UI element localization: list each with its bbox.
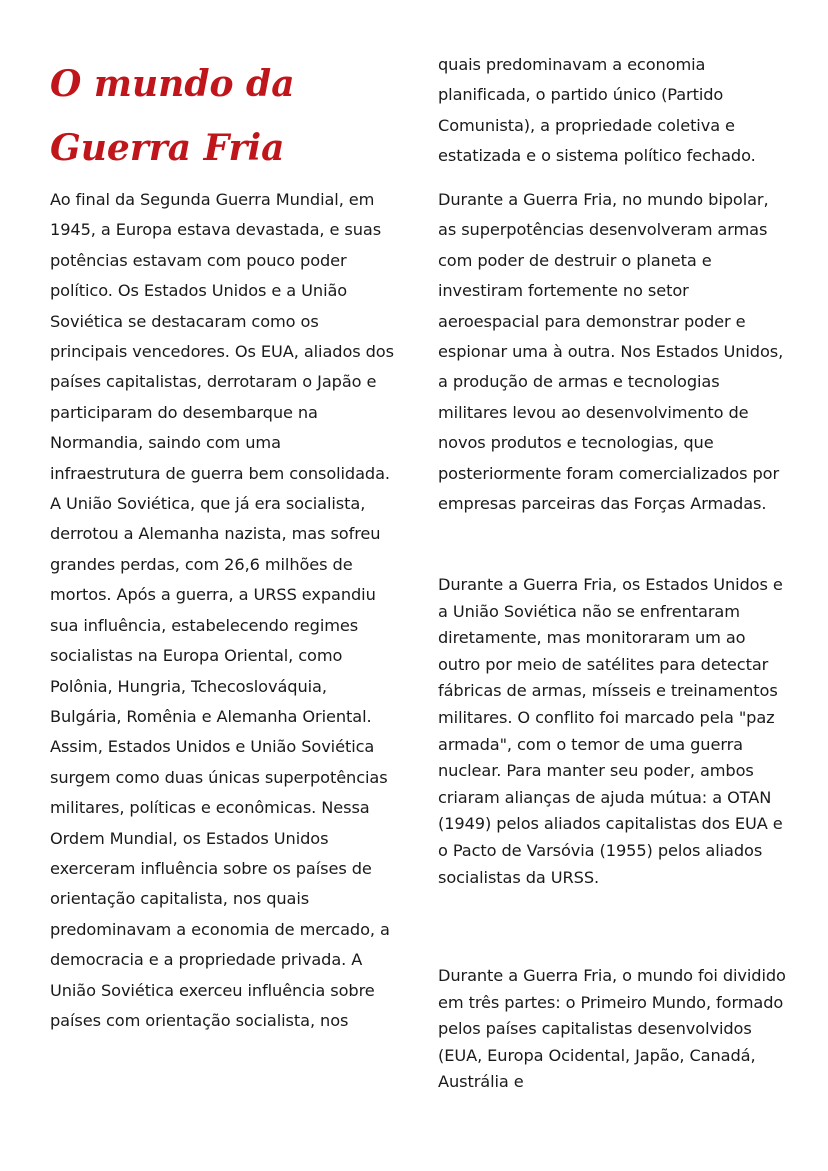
page-title: O mundo da Guerra Fria bbox=[50, 63, 295, 169]
right-column-paragraph-4: Durante a Guerra Fria, o mundo foi dividido em três partes: o Primeiro Mundo, formado pelos países capitalistas desenvolvidos (EUA, Europa Ocidental, Japão, Canadá, Austrália e bbox=[438, 966, 786, 1092]
right-column-paragraph-1: quais predominavam a economia planificada, o partido único (Partido Comunista), a propriedade coletiva e estatizada e o sistema político fechado. bbox=[438, 55, 756, 166]
left-column-paragraph: Ao final da Segunda Guerra Mundial, em 1945, a Europa estava devastada, e suas potências estavam com pouco poder político. Os Estados Unidos e a União Soviética se destacaram como os principais vencedores. Os EUA, aliados dos países capitalistas, derrotaram o Japão e participaram do desembarque na Normandia, saindo com uma infraestrutura de guerra bem consolidada. A União Soviética, que já era socialista, derrotou a Alemanha nazista, mas sofreu grandes perdas, com 26,6 milhões de mortos. Após a guerra, a URSS expandiu sua influência, estabelecendo regimes socialistas na Europa Oriental, como Polônia, Hungria, Tchecoslováquia, Bulgária, Romênia e Alemanha Oriental. Assim, Estados Unidos e União Soviética surgem como duas únicas superpotências militares, políticas e econômicas. Nessa Ordem Mundial, os Estados Unidos exerceram influência sobre os países de orientação capitalista, nos quais predominavam a economia de mercado, a democracia e a propriedade privada. A União Soviética exerceu influência sobre países com orientação socialista, nos bbox=[50, 190, 394, 1030]
right-column-paragraph-3: Durante a Guerra Fria, os Estados Unidos e a União Soviética não se enfrentaram diretamente, mas monitoraram um ao outro por meio de satélites para detectar fábricas de armas, mísseis e treinamentos militares. O conflito foi marcado pela "paz armada", com o temor de uma guerra nuclear. Para manter seu poder, ambos criaram alianças de ajuda mútua: a OTAN (1949) pelos aliados capitalistas dos EUA e o Pacto de Varsóvia (1955) pelos aliados socialistas da URSS. bbox=[438, 575, 783, 887]
right-column-paragraph-2: Durante a Guerra Fria, no mundo bipolar, as superpotências desenvolveram armas com poder de destruir o planeta e investiram fortemente no setor aeroespacial para demonstrar poder e espionar uma à outra. Nos Estados Unidos, a produção de armas e tecnologias militares levou ao desenvolvimento de novos produtos e tecnologias, que posteriormente foram comercializados por empresas parceiras das Forças Armadas. bbox=[438, 190, 784, 514]
